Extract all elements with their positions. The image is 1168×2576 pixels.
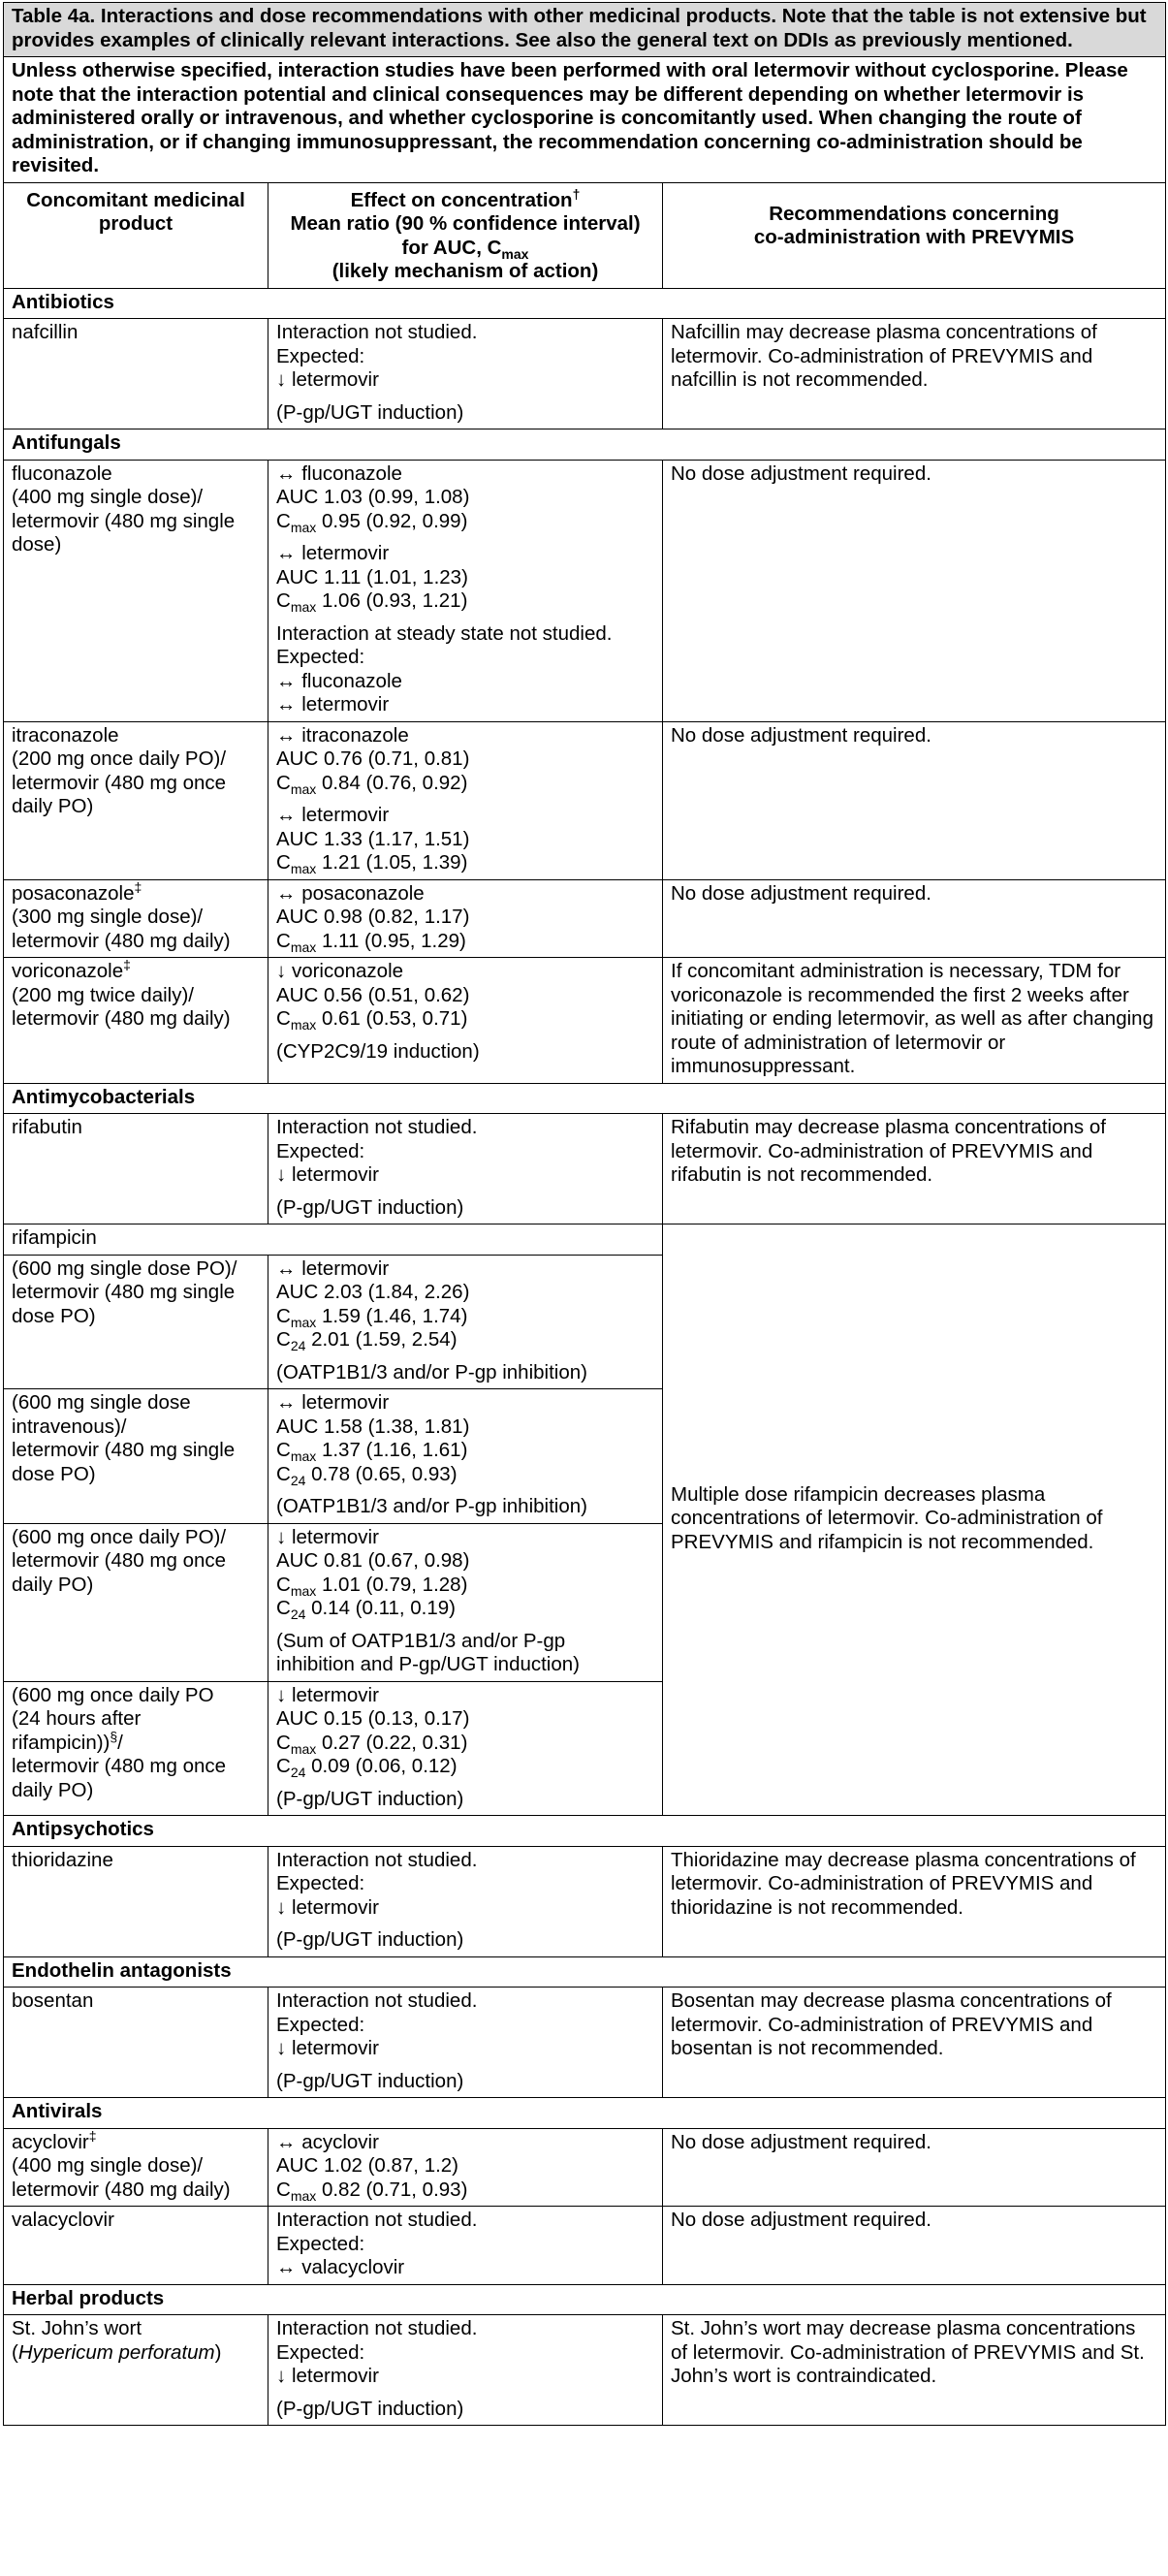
effect-line: inhibition and P-gp/UGT induction)	[276, 1653, 580, 1675]
recommendation-cell: No dose adjustment required.	[663, 2207, 1166, 2285]
effect-line: ↔ letermovir	[276, 693, 390, 716]
table-row	[4, 2315, 1166, 2426]
cmax-label: C	[276, 1439, 291, 1461]
effect-line: ↔ letermovir	[276, 1391, 390, 1414]
cmax-label: C	[276, 509, 291, 532]
effect-value: 0.82 (0.71, 0.93)	[316, 2178, 468, 2201]
effect-line	[276, 589, 654, 614]
effect-value: 0.61 (0.53, 0.71)	[316, 1007, 468, 1030]
effect-value: 2.01 (1.59, 2.54)	[305, 1328, 458, 1351]
effect-value: 0.14 (0.11, 0.19)	[305, 1597, 457, 1619]
effect-value: 1.59 (1.46, 1.74)	[316, 1304, 468, 1327]
effect-line	[276, 1597, 654, 1621]
effect-cell	[268, 1846, 663, 1956]
product-itraconazole	[4, 721, 268, 879]
cmax-sub: max	[290, 1740, 317, 1757]
table-caption	[4, 3, 1166, 57]
footnote-mark: ‡	[123, 957, 131, 972]
category-antifungals: Antifungals	[4, 429, 1166, 461]
cmax-label: C	[276, 589, 291, 612]
header-col2-line4: (likely mechanism of action)	[331, 260, 599, 282]
product-line: (600 mg once daily PO	[12, 1683, 214, 1706]
product-line: daily PO)	[12, 795, 94, 817]
category-row	[4, 288, 1166, 319]
cmax-sub: max	[290, 519, 317, 535]
product-line	[12, 1728, 260, 1756]
category-antivirals: Antivirals	[4, 2098, 1166, 2129]
product-line: (300 mg single dose)/	[12, 906, 204, 928]
caption-text: Interactions and dose recommendations with other medicinal products. Note that the table is not extensive but provides examples of clinically relevant interactions. See also the general text on DDIs as previously mentioned.	[12, 5, 1147, 51]
header-row	[4, 182, 1166, 288]
effect-line: (P-gp/UGT induction)	[276, 1195, 464, 1219]
product-posaconazole	[4, 879, 268, 958]
effect-line: Expected:	[276, 2013, 365, 2036]
cmax-label: C	[276, 771, 291, 794]
effect-line: AUC 0.98 (0.82, 1.17)	[276, 906, 470, 928]
table-note-row	[4, 57, 1166, 183]
product-line	[12, 957, 260, 984]
header-col3-line2: co-administration with PREVYMIS	[753, 226, 1075, 248]
header-effect	[268, 182, 663, 288]
effect-line: AUC 0.81 (0.67, 0.98)	[276, 1549, 470, 1572]
effect-line: ↔ letermovir	[276, 804, 390, 826]
c24-label: C	[276, 1328, 291, 1351]
product-line	[12, 878, 260, 906]
effect-line: ↓ letermovir	[276, 1163, 379, 1186]
cmax-label: C	[276, 929, 291, 952]
category-antibiotics: Antibiotics	[4, 288, 1166, 319]
table-row	[4, 1224, 1166, 1256]
cmax-label: C	[276, 1731, 291, 1754]
effect-cell	[268, 2315, 663, 2426]
effect-line: Expected:	[276, 1872, 365, 1894]
product-text: rifampicin))	[12, 1731, 110, 1754]
effect-value: 0.09 (0.06, 0.12)	[305, 1755, 458, 1777]
effect-line: (P-gp/UGT induction)	[276, 1928, 464, 1951]
product-thioridazine: thioridazine	[4, 1846, 268, 1956]
header-col3-line1: Recommendations concerning	[769, 202, 1059, 225]
header-col2-line2: Mean ratio (90 % confidence interval)	[290, 212, 641, 235]
effect-cell	[268, 319, 663, 429]
effect-line	[276, 510, 654, 534]
effect-value: 1.06 (0.93, 1.21)	[316, 589, 468, 612]
table-row	[4, 2207, 1166, 2285]
category-row	[4, 1083, 1166, 1114]
product-fluconazole	[4, 460, 268, 721]
header-concomitant	[4, 182, 268, 288]
cmax-sub: max	[290, 1314, 317, 1330]
recommendation-cell: No dose adjustment required.	[663, 460, 1166, 721]
product-name: acyclovir	[12, 2130, 89, 2153]
product-line: dose PO)	[12, 1462, 96, 1485]
effect-cell	[268, 1114, 663, 1224]
recommendation-cell: Bosentan may decrease plasma concentrations of letermovir. Co-administration of PREVYMIS and bosentan is not recommended.	[663, 1988, 1166, 2098]
product-valacyclovir: valacyclovir	[4, 2207, 268, 2285]
effect-cell	[268, 958, 663, 1084]
effect-line	[276, 772, 654, 796]
c24-sub: 24	[290, 1472, 306, 1488]
cmax-sub: max	[290, 938, 317, 955]
effect-line: (P-gp/UGT induction)	[276, 2397, 464, 2420]
product-line: letermovir (480 mg daily)	[12, 929, 231, 952]
product-text: /	[117, 1731, 123, 1754]
effect-line: Interaction not studied.	[276, 2209, 478, 2231]
product-line: letermovir (480 mg single	[12, 1439, 236, 1461]
table-row	[4, 721, 1166, 879]
effect-line: Expected:	[276, 2232, 365, 2255]
table-row	[4, 958, 1166, 1084]
recommendation-cell: No dose adjustment required.	[663, 879, 1166, 958]
effect-line: ↓ letermovir	[276, 1895, 379, 1919]
category-row	[4, 2098, 1166, 2129]
product-line: (200 mg twice daily)/	[12, 983, 194, 1006]
product-line	[12, 2127, 260, 2155]
product-line: letermovir (480 mg daily)	[12, 2178, 231, 2201]
effect-line: (OATP1B1/3 and/or P-gp inhibition)	[276, 1360, 587, 1383]
effect-cell	[268, 2128, 663, 2207]
effect-cell	[268, 1255, 663, 1389]
table-row	[4, 1988, 1166, 2098]
product-line: daily PO)	[12, 1778, 94, 1801]
effect-value: 0.84 (0.76, 0.92)	[316, 771, 468, 794]
effect-value: 0.27 (0.22, 0.31)	[316, 1731, 468, 1754]
cmax-label: C	[276, 1573, 291, 1596]
effect-line: ↓ letermovir	[276, 2037, 379, 2059]
effect-line: AUC 1.02 (0.87, 1.2)	[276, 2154, 459, 2177]
effect-line: AUC 0.76 (0.71, 0.81)	[276, 747, 470, 770]
effect-line: AUC 1.11 (1.01, 1.23)	[276, 565, 468, 588]
effect-line: ↓ letermovir	[276, 368, 379, 391]
product-line: letermovir (480 mg single	[12, 1281, 236, 1303]
product-line: (24 hours after	[12, 1707, 142, 1730]
header-col2-line3: for AUC, C	[401, 236, 502, 259]
caption-label: Table 4a.	[12, 5, 96, 27]
effect-cell	[268, 2207, 663, 2285]
product-line: letermovir (480 mg single	[12, 509, 236, 532]
effect-line: Expected:	[276, 646, 365, 668]
effect-line: ↔ acyclovir	[276, 2130, 379, 2153]
effect-cell	[268, 879, 663, 958]
effect-line: Expected:	[276, 1139, 365, 1162]
cmax-label: C	[276, 851, 291, 874]
effect-value: 1.37 (1.16, 1.61)	[316, 1439, 468, 1461]
effect-line: Interaction not studied.	[276, 1989, 478, 2012]
header-col1-line2: product	[98, 212, 174, 235]
effect-line	[276, 1732, 654, 1756]
cmax-sub: max	[290, 861, 317, 876]
effect-line: Expected:	[276, 2340, 365, 2364]
product-nafcillin: nafcillin	[4, 319, 268, 429]
recommendation-cell: No dose adjustment required.	[663, 721, 1166, 879]
header-col1-line1: Concomitant medicinal	[26, 188, 245, 211]
table-row	[4, 2128, 1166, 2207]
product-line: letermovir (480 mg daily)	[12, 1007, 231, 1030]
product-rifampicin: rifampicin	[4, 1224, 663, 1256]
cmax-sub: max	[290, 1017, 317, 1033]
effect-line: ↔ fluconazole	[276, 461, 402, 485]
product-line	[12, 2341, 260, 2366]
effect-line	[276, 1305, 654, 1329]
effect-line: ↔ letermovir	[276, 1256, 390, 1280]
c24-sub: 24	[290, 1606, 306, 1622]
cmax-sub: max	[290, 1448, 317, 1464]
category-row	[4, 2284, 1166, 2315]
product-line: intravenous)/	[12, 1415, 127, 1438]
latin-name: Hypericum perforatum	[17, 2340, 215, 2364]
effect-cell	[268, 460, 663, 721]
c24-label: C	[276, 1462, 291, 1485]
effect-line: Interaction not studied.	[276, 2317, 478, 2339]
table-caption-row	[4, 3, 1166, 57]
cmax-label: C	[276, 1007, 291, 1030]
effect-line: ↔ letermovir	[276, 542, 390, 564]
table-row	[4, 879, 1166, 958]
effect-line: ↓ letermovir	[276, 2365, 379, 2387]
effect-line: AUC 0.15 (0.13, 0.17)	[276, 1707, 470, 1730]
c24-sub: 24	[290, 1338, 306, 1353]
effect-line: Expected:	[276, 344, 365, 367]
effect-line	[276, 1007, 654, 1032]
effect-line: ↓ letermovir	[276, 1525, 379, 1548]
effect-line	[276, 851, 654, 875]
effect-line	[276, 1463, 654, 1487]
product-line: (200 mg once daily PO)/	[12, 747, 227, 770]
product-rifampicin-variant	[4, 1389, 268, 1524]
table-row	[4, 1846, 1166, 1956]
effect-line: Interaction at steady state not studied.	[276, 621, 613, 645]
effect-line: ↔ valacyclovir	[276, 2256, 405, 2278]
product-voriconazole	[4, 958, 268, 1084]
table-row	[4, 1114, 1166, 1224]
effect-line: Interaction not studied.	[276, 1116, 478, 1138]
product-line: letermovir (480 mg once	[12, 1755, 227, 1777]
effect-value: 0.78 (0.65, 0.93)	[305, 1462, 458, 1485]
footnote-mark: §	[110, 1728, 118, 1744]
effect-cell	[268, 721, 663, 879]
effect-line	[276, 930, 654, 954]
effect-line: (CYP2C9/19 induction)	[276, 1039, 480, 1063]
table-row	[4, 460, 1166, 721]
category-antipsychotics: Antipsychotics	[4, 1816, 1166, 1847]
footnote-mark: ‡	[134, 878, 142, 895]
product-name: St. John’s wort	[12, 2317, 142, 2339]
category-row	[4, 1956, 1166, 1988]
c24-label: C	[276, 1755, 291, 1777]
footnote-mark: ‡	[88, 2127, 97, 2144]
product-line: letermovir (480 mg once	[12, 771, 227, 794]
effect-line: ↔ posaconazole	[276, 881, 425, 905]
recommendation-cell: If concomitant administration is necessary, TDM for voriconazole is recommended the first 2 weeks after initiating or ending letermovir, as well as after changing route of administration of letermovir or immunosuppressant.	[663, 958, 1166, 1084]
product-acyclovir	[4, 2128, 268, 2207]
header-recommendations	[663, 182, 1166, 288]
effect-cell	[268, 1988, 663, 2098]
recommendation-cell: No dose adjustment required.	[663, 2128, 1166, 2207]
category-row	[4, 429, 1166, 461]
effect-line	[276, 1328, 654, 1352]
header-col2-line3-wrap	[276, 237, 654, 261]
interactions-table	[3, 2, 1166, 2426]
cmax-sub: max	[290, 1582, 317, 1599]
effect-cell	[268, 1681, 663, 1816]
product-name: posaconazole	[12, 881, 135, 905]
product-rifampicin-variant	[4, 1681, 268, 1816]
effect-value: 1.11 (0.95, 1.29)	[316, 929, 466, 952]
product-line: (600 mg single dose	[12, 1391, 191, 1414]
effect-line: AUC 0.56 (0.51, 0.62)	[276, 983, 470, 1006]
effect-line	[276, 2178, 654, 2203]
category-herbal: Herbal products	[4, 2284, 1166, 2315]
header-col2-line1: Effect on concentration	[350, 188, 573, 211]
effect-line: (P-gp/UGT induction)	[276, 400, 464, 424]
cmax-sub: max	[290, 780, 317, 797]
recommendation-cell: Thioridazine may decrease plasma concentrations of letermovir. Co-administration of PREVYMIS and thioridazine is not recommended.	[663, 1846, 1166, 1956]
effect-value: 0.95 (0.92, 0.99)	[316, 509, 468, 532]
effect-line: (Sum of OATP1B1/3 and/or P-gp	[276, 1629, 566, 1652]
effect-line	[276, 1755, 654, 1779]
paren: (	[12, 2340, 18, 2364]
effect-line: AUC 2.03 (1.84, 2.26)	[276, 1281, 470, 1303]
table-row	[4, 319, 1166, 429]
effect-cell	[268, 1389, 663, 1524]
header-col2-line1-wrap	[276, 185, 654, 213]
recommendation-cell: Nafcillin may decrease plasma concentrations of letermovir. Co-administration of PREVYMIS and nafcillin is not recommended.	[663, 319, 1166, 429]
category-endothelin: Endothelin antagonists	[4, 1956, 1166, 1988]
product-line: dose PO)	[12, 1304, 96, 1327]
recommendation-cell: St. John’s wort may decrease plasma concentrations of letermovir. Co-administration of PREVYMIS and St. John’s wort is contraindicated.	[663, 2315, 1166, 2426]
effect-line: (P-gp/UGT induction)	[276, 2069, 464, 2092]
effect-line	[276, 1439, 654, 1463]
header-col2-line3-sub: max	[501, 245, 529, 262]
effect-line: ↓ voriconazole	[276, 960, 404, 982]
product-line: daily PO)	[12, 1573, 94, 1596]
dagger-mark: †	[572, 185, 581, 202]
effect-line: AUC 1.03 (0.99, 1.08)	[276, 486, 470, 508]
product-st-johns-wort	[4, 2315, 268, 2426]
product-line: dose)	[12, 533, 62, 556]
effect-value: 1.01 (0.79, 1.28)	[316, 1573, 468, 1596]
cmax-sub: max	[290, 599, 317, 615]
cmax-label: C	[276, 2178, 291, 2201]
effect-line: ↓ letermovir	[276, 1683, 379, 1706]
effect-line	[276, 1574, 654, 1598]
cmax-label: C	[276, 1304, 291, 1327]
product-line: (600 mg once daily PO)/	[12, 1525, 227, 1548]
category-row	[4, 1816, 1166, 1847]
product-name: voriconazole	[12, 960, 124, 982]
product-line: letermovir (480 mg once	[12, 1549, 227, 1572]
category-antimycobacterials: Antimycobacterials	[4, 1083, 1166, 1114]
c24-label: C	[276, 1597, 291, 1619]
effect-line: Interaction not studied.	[276, 321, 478, 343]
effect-value: 1.21 (1.05, 1.39)	[316, 851, 468, 874]
table-note: Unless otherwise specified, interaction studies have been performed with oral letermovir without cyclosporine. Please note that the interaction potential and clinical consequences may be different depending on whether letermovir is administered orally or intravenous, and whether cyclosporine is concomitantly used. When changing the route of administration, or if changing immunosuppressant, the recommendation concerning co-administration should be revisited.	[4, 57, 1166, 183]
cmax-sub: max	[290, 2187, 317, 2204]
c24-sub: 24	[290, 1765, 306, 1780]
recommendation-cell: Rifabutin may decrease plasma concentrations of letermovir. Co-administration of PREVYMIS and rifabutin is not recommended.	[663, 1114, 1166, 1224]
effect-line: Interaction not studied.	[276, 1848, 478, 1871]
effect-line: ↔ itraconazole	[276, 723, 409, 747]
product-line: itraconazole	[12, 723, 119, 747]
product-line: (400 mg single dose)/	[12, 2154, 204, 2177]
product-rifampicin-variant	[4, 1523, 268, 1681]
effect-line: (OATP1B1/3 and/or P-gp inhibition)	[276, 1495, 587, 1517]
effect-line: ↔ fluconazole	[276, 669, 402, 692]
effect-cell	[268, 1523, 663, 1681]
product-rifabutin: rifabutin	[4, 1114, 268, 1224]
product-line: fluconazole	[12, 461, 112, 485]
recommendation-cell-rifampicin: Multiple dose rifampicin decreases plasma concentrations of letermovir. Co-administration of PREVYMIS and rifampicin is not recommended.	[663, 1224, 1166, 1816]
effect-line: AUC 1.33 (1.17, 1.51)	[276, 827, 470, 850]
product-bosentan: bosentan	[4, 1988, 268, 2098]
effect-line: (P-gp/UGT induction)	[276, 1787, 464, 1810]
product-line: (400 mg single dose)/	[12, 486, 204, 508]
paren: )	[214, 2340, 222, 2364]
effect-line: AUC 1.58 (1.38, 1.81)	[276, 1415, 470, 1438]
product-rifampicin-variant	[4, 1255, 268, 1389]
product-line: (600 mg single dose PO)/	[12, 1256, 237, 1280]
